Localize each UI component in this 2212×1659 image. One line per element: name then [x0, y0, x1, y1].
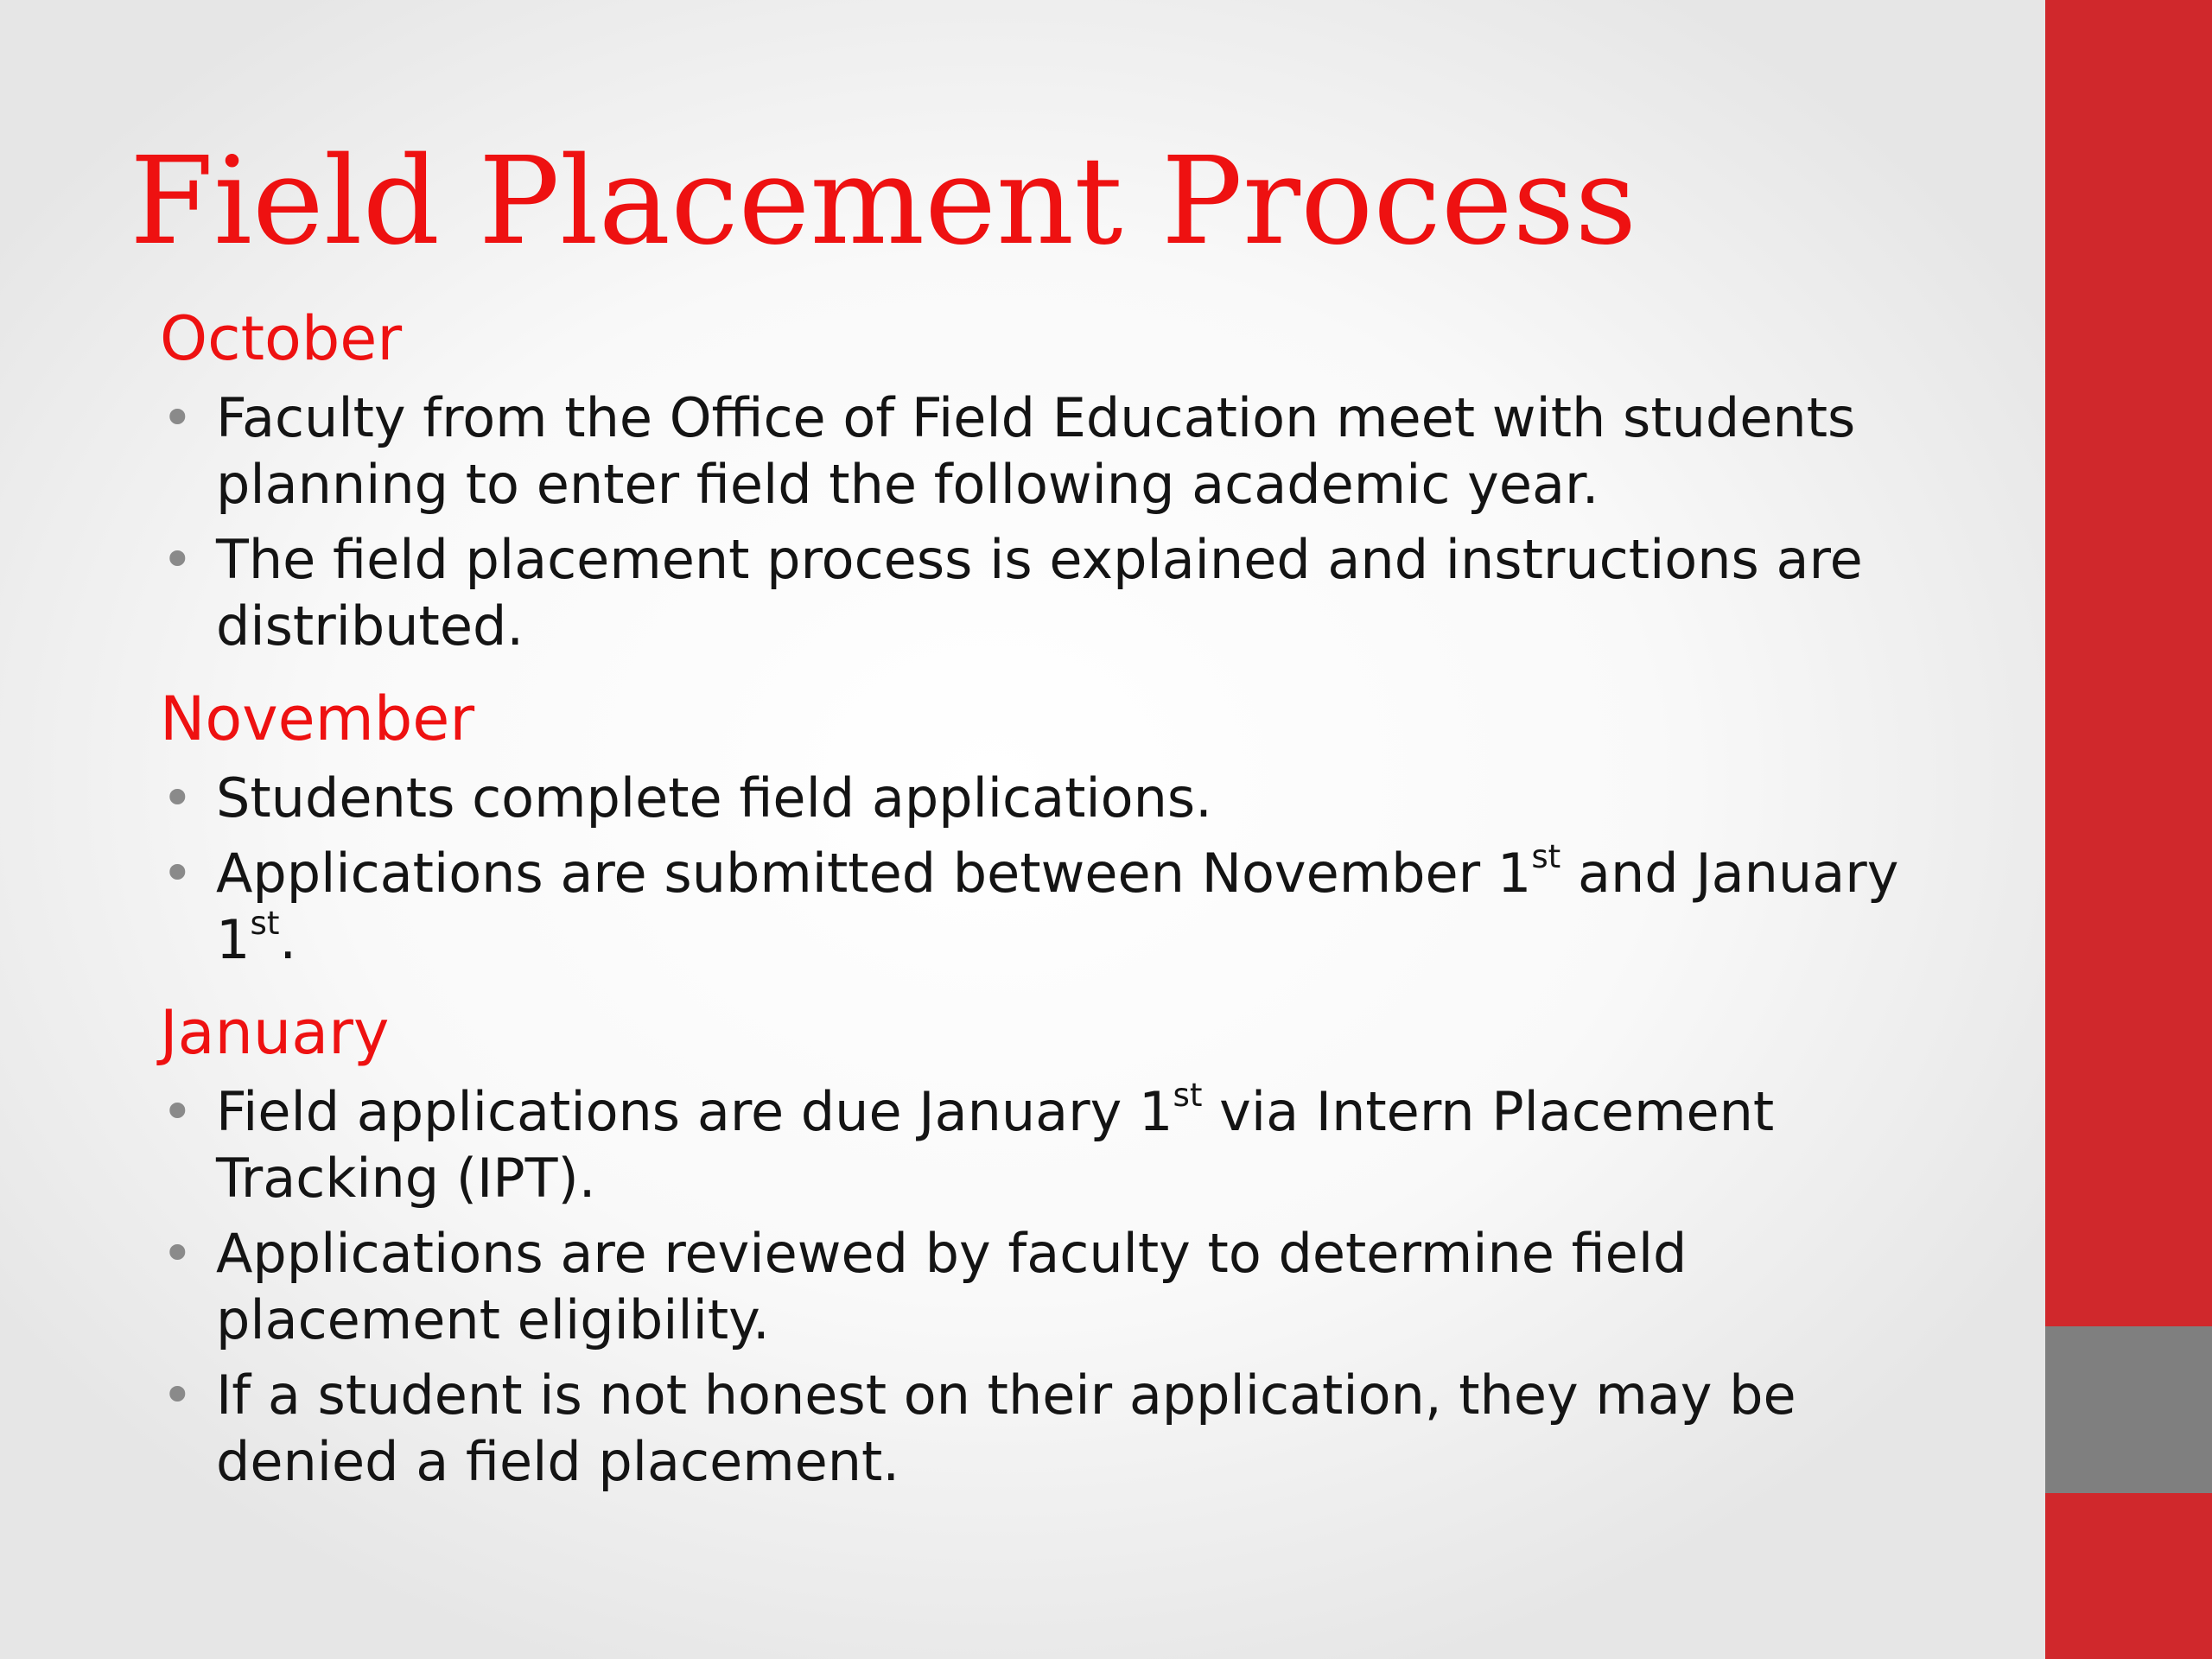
bullet-icon: •: [162, 1222, 194, 1285]
bullet-text: Faculty from the Office of Field Education meet with students planning to enter field the following academic year.: [216, 386, 1856, 516]
section-heading: October: [160, 303, 403, 374]
side-bar-gray-segment: [2045, 1326, 2212, 1493]
bullet-item: [160, 765, 1974, 831]
bullet-text-part: Field applications are due January 1: [216, 1080, 1173, 1143]
ordinal-suffix: st: [1173, 1076, 1203, 1115]
bullet-text-part: Applications are submitted between November 1: [216, 842, 1532, 905]
section-heading: January: [160, 997, 390, 1068]
bullet-icon: •: [162, 386, 194, 449]
bullet-text: Students complete field applications.: [216, 766, 1212, 830]
slide-body: [160, 298, 1974, 1514]
bullet-text: The field placement process is explained and instructions are distributed.: [216, 528, 1863, 658]
bullet-item: [160, 837, 1974, 973]
bullet-text-part: via Intern Placement Tracking (IPT).: [216, 1080, 1775, 1210]
ordinal-suffix: st: [1531, 837, 1561, 876]
ordinal-suffix: st: [250, 904, 280, 943]
bullet-item: [160, 526, 1974, 659]
section-october: [160, 298, 1974, 659]
bullet-icon: •: [162, 766, 194, 830]
bullet-icon: •: [162, 842, 194, 905]
bullet-item: [160, 1220, 1974, 1353]
section-november: [160, 678, 1974, 973]
bullet-text: Applications are reviewed by faculty to determine field placement eligibility.: [216, 1222, 1688, 1351]
side-accent-bar: [2045, 0, 2212, 1659]
bullet-list: [160, 765, 1974, 973]
bullet-item: [160, 385, 1974, 518]
slide-title: Field Placement Process: [130, 131, 1637, 272]
bullet-icon: •: [162, 528, 194, 591]
bullet-list: [160, 1078, 1974, 1495]
bullet-text: If a student is not honest on their application, they may be denied a field placement.: [216, 1363, 1796, 1493]
section-heading: November: [160, 683, 475, 754]
side-bar-red-bottom-segment: [2045, 1493, 2212, 1659]
bullet-icon: •: [162, 1363, 194, 1427]
bullet-icon: •: [162, 1080, 194, 1143]
bullet-text-part: and January 1: [216, 842, 1899, 971]
bullet-text-part: .: [279, 908, 297, 971]
section-january: [160, 992, 1974, 1495]
side-bar-red-top-segment: [2045, 0, 2212, 1326]
bullet-item: [160, 1362, 1974, 1495]
bullet-list: [160, 385, 1974, 659]
bullet-item: [160, 1078, 1974, 1211]
